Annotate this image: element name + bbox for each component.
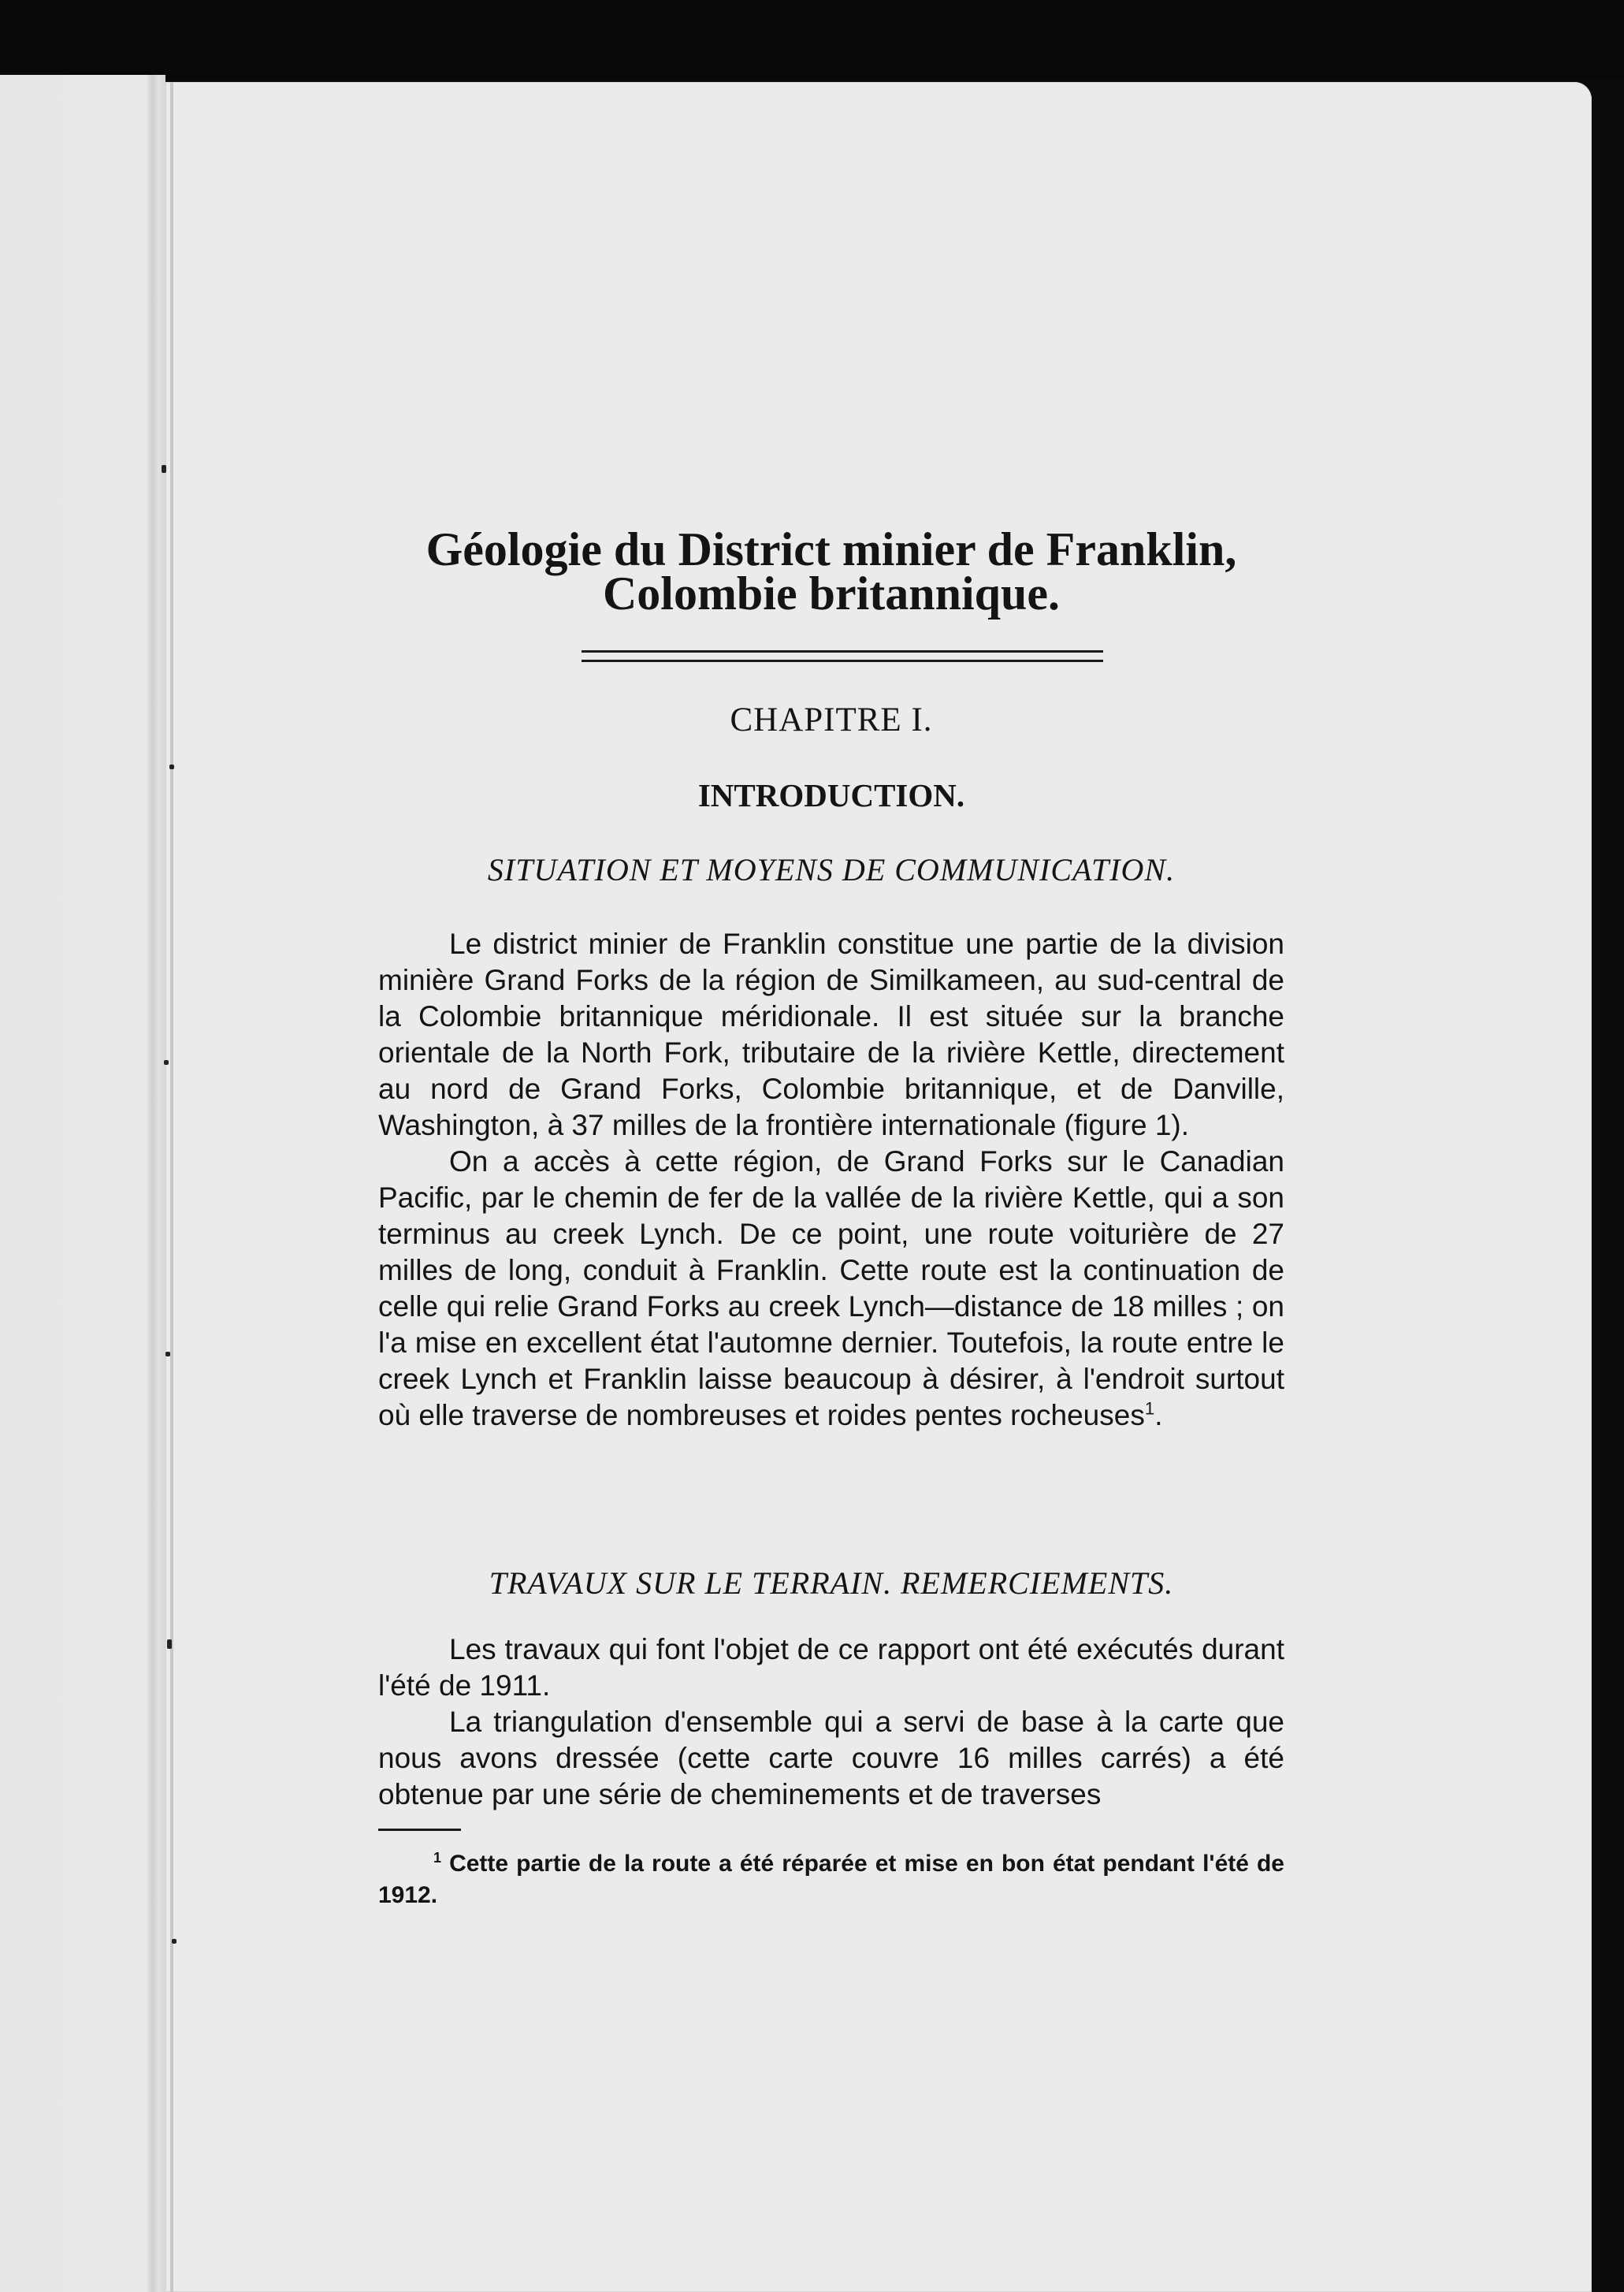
paragraph: Le district minier de Franklin constitue une partie de la division minière Grand Forks de la région de Similkameen, au sud-central de la Colombie britannique méridionale. Il est située sur la branche orientale de la North Fork, tributaire de la rivière Kettle, directement au nord de Grand Forks, Colombie britannique, et de Danville, Washington, à 37 milles de la frontière internationale (figure 1).	[378, 928, 1284, 1141]
section-body-travaux	[378, 1632, 1284, 1813]
paragraph: La triangulation d'ensemble qui a servi de base à la carte que nous avons dressée (cette carte couvre 16 milles carrés) a été obtenue par une série de cheminements et de traverses	[378, 1706, 1284, 1810]
section-heading-travaux: TRAVAUX SUR LE TERRAIN. REMERCIEMENTS.	[489, 1565, 1174, 1601]
scan-speck	[167, 1639, 172, 1649]
scan-speck	[164, 1060, 169, 1065]
section-body-situation	[378, 926, 1284, 1434]
footnote	[378, 1848, 1284, 1911]
document-subtitle: Colombie britannique.	[602, 567, 1061, 620]
scan-speck	[172, 1939, 177, 1944]
paragraph-text: On a accès à cette région, de Grand Forks sur le Canadian Pacific, par le chemin de fer de la vallée de la rivière Kettle, qui a son terminus au creek Lynch. De ce point, une route voiturière de 27 milles de long, conduit à Franklin. Cette route est la continuation de celle qui relie Grand Forks au creek Lynch—distance de 18 milles ; on l'a mise en excellent état l'automne dernier. Toutefois, la route entre le creek Lynch et Franklin laisse beaucoup à désirer, à l'endroit surtout où elle traverse de nombreuses et roides pentes rocheuses	[378, 1145, 1284, 1431]
chapter-heading: CHAPITRE I.	[730, 701, 933, 739]
document-title: Géologie du District minier de Franklin,	[426, 523, 1237, 575]
introduction-heading: INTRODUCTION.	[697, 777, 965, 813]
binding-edge	[170, 82, 173, 2292]
footnote-reference: 1	[1144, 1398, 1155, 1419]
scan-speck	[169, 765, 174, 769]
scan-border	[0, 0, 1624, 79]
paragraph: On a accès à cette région, de Grand Forks sur le Canadian Pacific, par le chemin de fer de la vallée de la rivière Kettle, qui a son terminus au creek Lynch. De ce point, une route voiturière de 27 milles de long, conduit à Franklin. Cette route est la continuation de celle qui relie Grand Forks au creek Lynch—distance de 18 milles ; on l'a mise en excellent état l'automne dernier. Toutefois, la route entre le creek Lynch et Franklin laisse beaucoup à désirer, à l'endroit surtout où elle traverse de nombreuses et roides pentes rocheuses$^1$.	[378, 1145, 1284, 1431]
footnote-text: Cette partie de la route a été réparée et mise en bon état pendant l'été de 1912.	[378, 1851, 1284, 1908]
paragraph: Les travaux qui font l'objet de ce rapport ont été exécutés durant l'été de 1911.	[378, 1633, 1284, 1702]
left-margin-strip	[0, 75, 165, 2292]
footnote-rule	[378, 1829, 461, 1831]
scan-speck	[162, 465, 166, 473]
footnote-mark: 1	[433, 1850, 442, 1866]
section-heading-situation: SITUATION ET MOYENS DE COMMUNICATION.	[487, 852, 1176, 887]
scan-speck	[165, 1352, 170, 1356]
title-double-rule	[582, 650, 1103, 662]
